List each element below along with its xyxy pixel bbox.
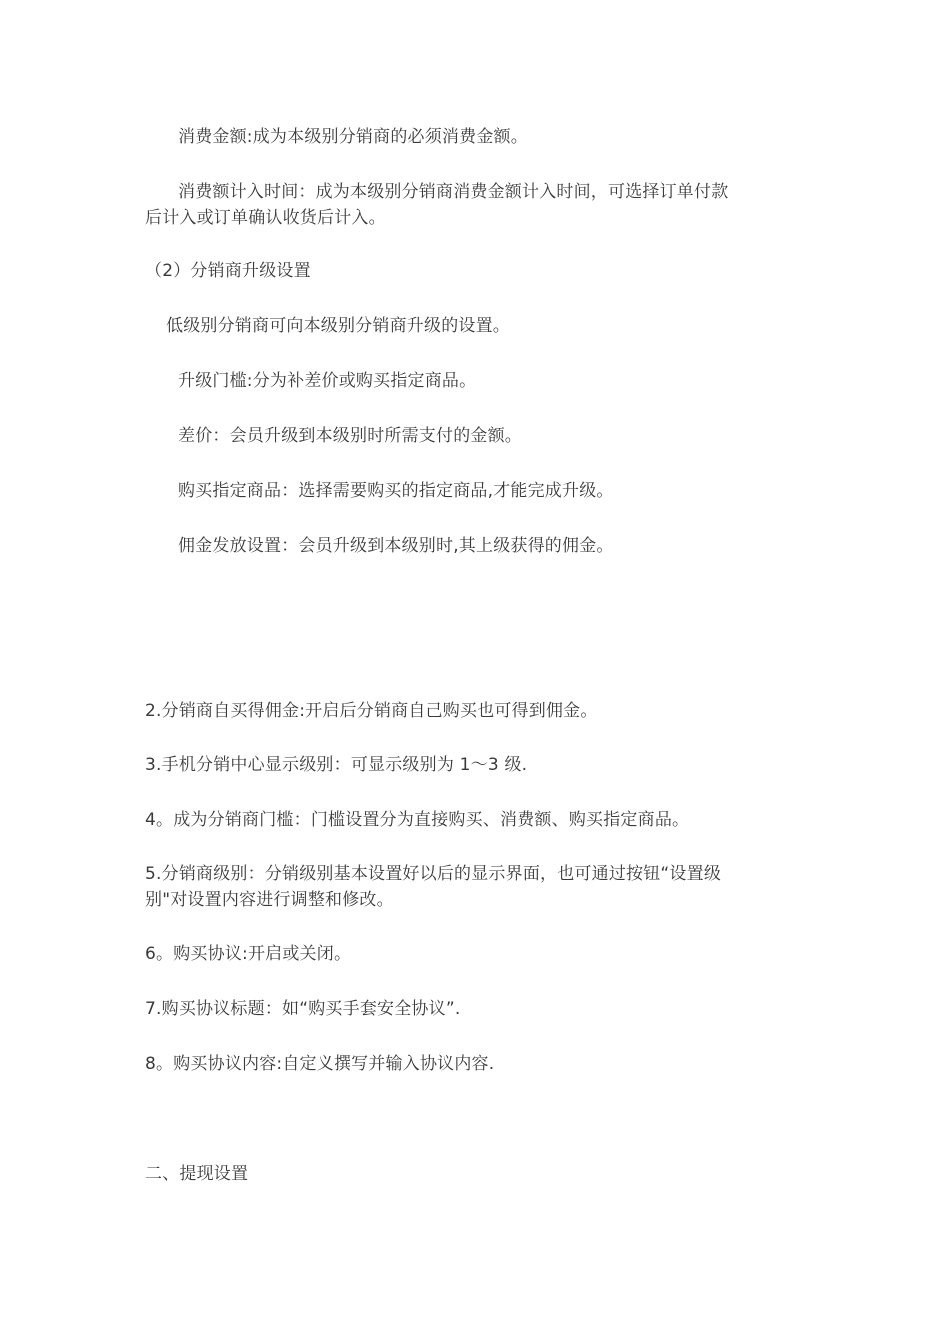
paragraph-consumption-time: 消费额计入时间：成为本级别分销商消费金额计入时间，可选择订单付款 <box>178 182 729 202</box>
paragraph-consumption-time-continued: 后计入或订单确认收货后计入。 <box>145 208 386 228</box>
paragraph-item-2: 2.分销商自买得佣金:开启后分销商自己购买也可得到佣金。 <box>145 701 598 721</box>
section-heading-upgrade-settings: （2）分销商升级设置 <box>145 261 311 281</box>
paragraph-item-5-continued: 别"对设置内容进行调整和修改。 <box>145 890 394 910</box>
paragraph-consumption-amount: 消费金额:成为本级别分销商的必须消费金额。 <box>178 127 528 147</box>
paragraph-buy-specified-product: 购买指定商品：选择需要购买的指定商品,才能完成升级。 <box>178 481 614 501</box>
paragraph-item-3: 3.手机分销中心显示级别：可显示级别为 1～3 级. <box>145 755 528 775</box>
paragraph-upgrade-intro: 低级别分销商可向本级别分销商升级的设置。 <box>166 316 510 336</box>
paragraph-price-difference: 差价：会员升级到本级别时所需支付的金额。 <box>178 426 522 446</box>
paragraph-upgrade-threshold: 升级门槛:分为补差价或购买指定商品。 <box>178 371 477 391</box>
paragraph-item-5: 5.分销商级别：分销级别基本设置好以后的显示界面，也可通过按钮“设置级 <box>145 864 722 884</box>
paragraph-item-4: 4。成为分销商门槛：门槛设置分为直接购买、消费额、购买指定商品。 <box>145 810 690 830</box>
paragraph-item-8: 8。购买协议内容:自定义撰写并输入协议内容. <box>145 1054 495 1074</box>
section-heading-withdrawal-settings: 二、提现设置 <box>145 1164 249 1184</box>
paragraph-item-7: 7.购买协议标题：如“购买手套安全协议”. <box>145 999 461 1019</box>
paragraph-commission-settings: 佣金发放设置：会员升级到本级别时,其上级获得的佣金。 <box>178 536 614 556</box>
paragraph-item-6: 6。购买协议:开启或关闭。 <box>145 944 352 964</box>
